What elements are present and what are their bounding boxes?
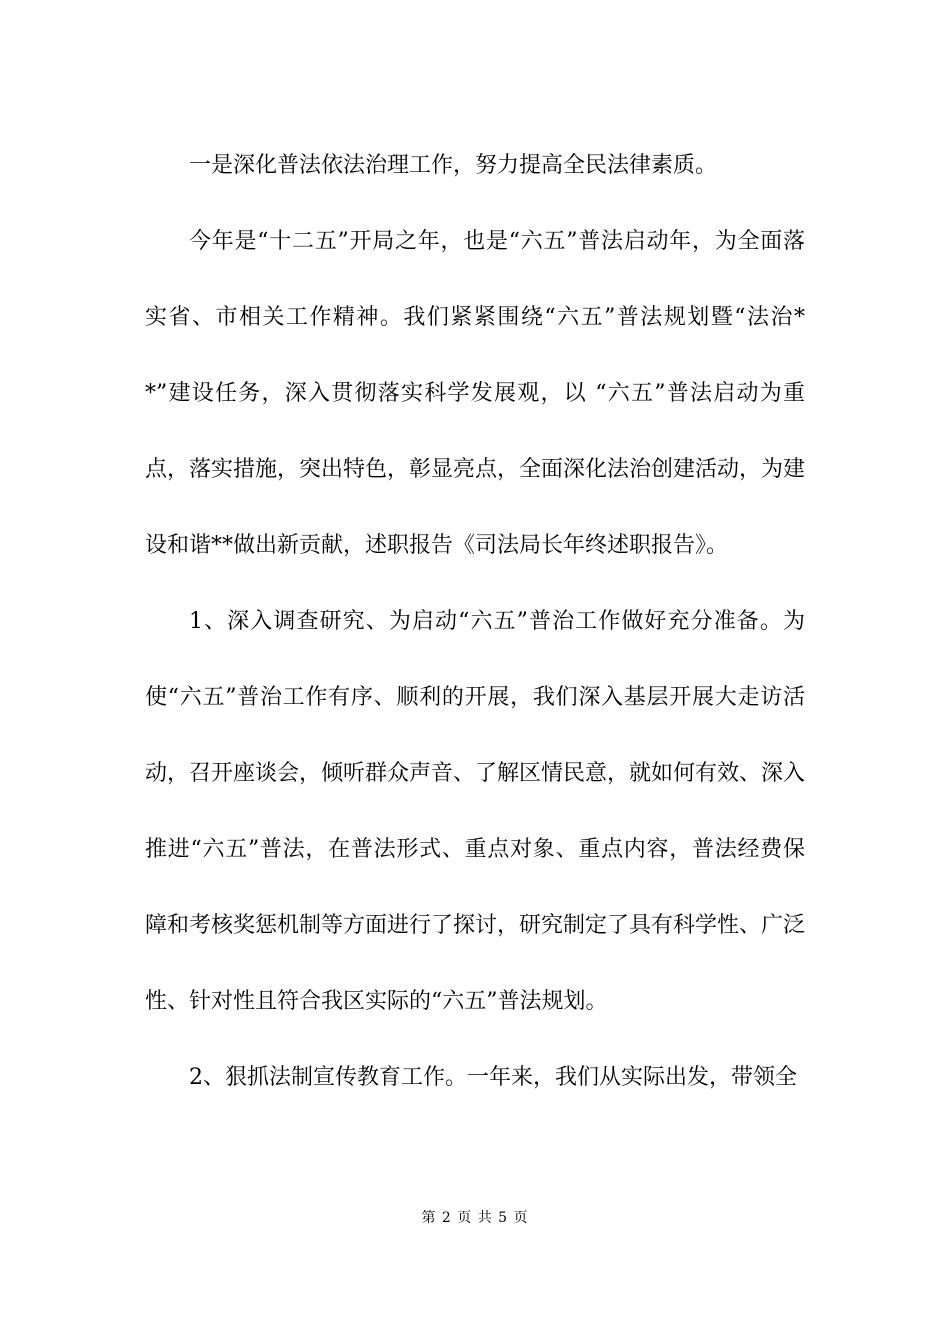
paragraph-1: 一是深化普法依法治理工作，努力提高全民法律素质。 bbox=[189, 153, 718, 178]
paragraph-3: 1、深入调查研究、为启动“六五”普治工作做好充分准备。为使“六五”普治工作有序、顺利的开展，我们深入基层开展大走访活动，召开座谈会，倾听群众声音、了解区情民意，就如何有效、深入推进“六五”普法，在普法形式、重点对象、重点内容，普法经费保障和考核奖惩机制等方面进行了探讨，研究制定了具有科学性、广泛性、针对性且符合我区实际的“六五”普法规划。 bbox=[145, 609, 806, 1014]
paragraph-4: 2、狠抓法制宣传教育工作。一年来，我们从实际出发，带领全 bbox=[189, 1065, 797, 1090]
paragraph-2: 今年是“十二五”开局之年，也是“六五”普法启动年，为全面落实省、市相关工作精神。我们紧紧围绕“六五”普法规划暨“法治**”建设任务，深入贯彻落实科学发展观，以 “六五”普法启动为重点，落实措施，突出特色，彰显亮点，全面深化法治创建活动，为建设和谐**做出新贡献，述职报告《司法局长年终述职报告》。 bbox=[145, 229, 806, 558]
document-body bbox=[145, 128, 805, 1116]
page-number-footer: 第 2 页 共 5 页 bbox=[421, 1210, 529, 1226]
